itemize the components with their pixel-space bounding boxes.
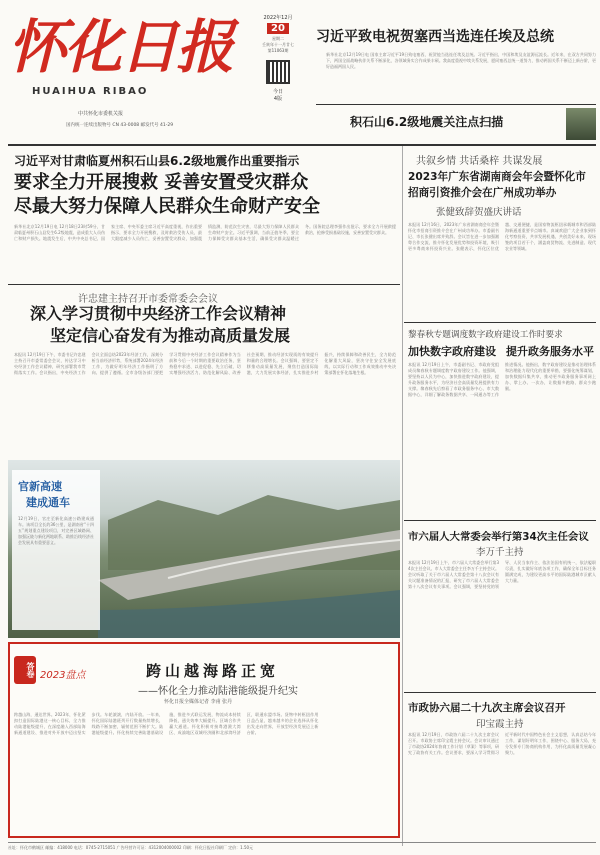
lead-kicker: 习近平对甘肃临夏州积石山县6.2级地震作出重要指示 — [14, 154, 300, 168]
issue-number: 第11063期 — [267, 48, 289, 53]
photo-caption-2: 建成通车 — [26, 496, 70, 509]
publisher: 中共怀化市委机关报 — [78, 111, 124, 117]
meeting-body: 本报讯 12月19日下午，市委书记许忠建主持召开市委常委会会议，传达学习中央经济工作会议精神，研究部署我市贯彻落实工作。会议指出，中央经济工作会议全面总结2023年经济工作，深刻分析当前经济形势，系统部署2024年经济工作，为做好明年经济工作指明了方向、提供了遵循。全市各级各部门要把学习贯彻中央经济工作会议精神作为当前和今后一个时期的重要政治任务，坚持稳中求进、以进促稳、先立后破，切实增强经济活力、防范化解风险、改善社会预期，推动经济实现质的有效提升和量的合理增长。会议强调，要坚定不移推动高质量发展，聚焦打造国际陆港，大力发展实体经济，扎实推进乡村振兴，持续保障和改善民生，全力防范化解重大风险，坚决守住安全发展底线，以实际行动和工作成效推动中央决策部署在怀化落地生根。 — [14, 352, 396, 375]
masthead-pinyin: HUAIHUA RIBAO — [32, 86, 149, 97]
photo-caption-1: 官新高速 — [18, 480, 62, 493]
feature-body: 跨越山海，通达世界。2023年，怀化紧扣打造国际陆港这一核心目标，全力推动陆港能级提升，在深度融入西部陆海新通道建设、推进对外开放中迈出坚实步伐。车轮滚滚，内陆开放。一年来，怀化国际陆港班列开行数量持续增长，线路不断加密，辐射范围不断扩大。陆港能级提升。怀化持续完善陆港基础设施，推进多式联运发展，物流成本持续降低，通关效率大幅提升。区域合作共赢大通道。怀化积极对接粤港澳大湾区、成渝地区双城经济圈和北部湾经济区，联通东盟市场。货物中转枢纽作用日益凸显，越来越多的企业选择从怀化出发走向世界，开放型经济发展迈上新台阶。 — [14, 712, 319, 735]
feature-badge: 答卷 — [14, 656, 36, 684]
feature-series: 2023盘点 — [40, 670, 86, 681]
date-meta-2: 壬寅年十一月廿七 — [262, 42, 294, 47]
contacts: 国内统一连续出版物号 CN 43-0008 邮发代号 41-29 — [66, 123, 174, 128]
feature-article — [8, 642, 400, 838]
date-day: 20 — [267, 23, 289, 34]
guangdong-headline-2: 招商引资推介会在广州成功举办 — [408, 187, 557, 199]
guangdong-kicker: 共叙乡情 共话桑梓 共谋发展 — [416, 156, 543, 167]
date-label: 2022年12月 — [263, 15, 293, 21]
feature-byline: 怀化日报全媒体记者 李甫 张丹 — [164, 699, 233, 705]
feature-headline: 跨山越海路正宽 — [146, 662, 280, 680]
digital-kicker: 黎春秋专题调度数字政府建设工作时要求 — [408, 330, 563, 340]
quake-photo — [566, 108, 596, 140]
guangdong-sub: 张健致辞贺盛庆讲话 — [436, 207, 522, 218]
highway-photo — [8, 460, 400, 638]
quake-headline: 积石山6.2级地震关注点扫描 — [350, 115, 504, 129]
edition-label: 今日 — [272, 89, 283, 95]
top-right-body: 新华社北京12月19日电 国家主席习近平19日致电塞西，祝贺他当选连任埃及总统。习近平指出，中国和埃及友谊源远流长。近年来，在双方共同努力下，两国全面战略伙伴关系不断深化，各领域务实合作成果丰硕。我高度重视中埃关系发展，愿同塞西总统一道努力，推动两国关系不断迈上新台阶，更好造福两国人民。 — [326, 52, 596, 69]
qr-code — [266, 60, 290, 84]
meeting-headline-2: 坚定信心奋发有为推动高质量发展 — [50, 326, 291, 345]
date-box — [256, 14, 300, 142]
top-right-headline: 习近平致电祝贺塞西当选连任埃及总统 — [316, 29, 554, 45]
date-meta-1: 星期二 — [272, 36, 284, 41]
meeting-headline-1: 深入学习贯彻中央经济工作会议精神 — [30, 304, 287, 323]
cppcc-body: 本报讯 12月19日，市政协六届二十九次主席会议召开。市政协主席印宝霞主持会议。会议审议通过了市政协2024年协商工作计划（草案）等事项，研究了政协有关工作。会议要求，要深入学习贯彻习近平新时代中国特色社会主义思想，认真总结今年工作，谋划好明年工作，围绕中心、服务大局，充分发挥专门协商机构作用，为怀化高质量发展凝心聚力。 — [408, 732, 596, 755]
lead-body: 新华社北京12月19日电 12月18日23时59分，甘肃临夏州积石山县发生6.2级地震，造成重大人员伤亡和财产损失。地震发生后，中共中央总书记、国家主席、中央军委主席习近平高度重视，作出重要指示，要求全力开展搜救，及时救治受伤人员，最大限度减少人员伤亡，妥善安置受灾群众，加强震情监测，防范次生灾害，尽最大努力保障人民群众生命财产安全。习近平强调，当前正值冬季，要全力保障受灾群众基本生活，确保受灾群众温暖过冬。国务院总理李强作出批示，要求全力开展救援救治，抢修受损基础设施，妥善安置受灾群众。 — [14, 224, 396, 241]
digital-body: 本报讯 12月19日上午，市委副书记、市政府党组成员黎春秋专题调度数字政府建设工作。他强调，要坚持以人民为中心，加快推进数字政府建设，提升政务服务水平，为经济社会高质量发展提供有力支撑。黎春秋先后察看了市政务服务中心、市大数据中心，详细了解政务数据共享、一网通办等工作推进情况。他指出，数字政府建设是推动治理体系和治理能力现代化的重要举措，要强化统筹谋划，加快数据归集共享，推动更多政务服务事项网上办、掌上办、一次办，让数据多跑路、群众少跑腿。 — [408, 362, 596, 397]
meeting-kicker: 许忠建主持召开市委常委会会议 — [78, 294, 218, 305]
digital-headline-right: 提升政务服务水平 — [506, 345, 594, 358]
guangdong-headline-1: 2023年广东省湖南商会年会暨怀化市 — [408, 171, 586, 183]
lead-headline-1: 要求全力开展搜救 妥善安置受灾群众 — [14, 172, 309, 193]
congress-body: 本报讯 12月19日上午，市六届人大常委会举行第34次主任会议。市人大常委会主任李万千主持会议。会议听取了关于市六届人大常委会第十八次会议有关议题准备情况的汇报，研究了市六届人大常委会第十八次会议有关事项。会议强调，要坚持党的领导、人民当家作主、依法治国有机统一，依法履职尽责，扎实做好年底各项工作，确保全年目标任务圆满完成，为建设更高水平的国际陆港城市贡献人大力量。 — [408, 560, 596, 589]
lead-headline-2: 尽最大努力保障人民群众生命财产安全 — [14, 196, 320, 217]
congress-headline: 市六届人大常委会举行第34次主任会议 — [408, 531, 589, 543]
photo-caption-box: 官新高速 建成通车 12月19日，官庄至新化高速公路建成通车。该项目全长约36公里，是湖南省“十四五”规划重点建设项目，对完善区域路网、加强沅陵与新化两地联系、助推沿线经济社会发展具有重要意义。 — [12, 470, 100, 630]
cppcc-headline: 市政协六届二十九次主席会议召开 — [408, 702, 566, 714]
footer-info: 社址：怀化市鹤城区 邮编：418000 电话：0745-2715051 广告经营许可证：4312004000002 印刷：怀化日报社印刷厂 定价：1.50元 — [8, 845, 254, 850]
congress-sub: 李万千主持 — [476, 547, 524, 558]
cppcc-sub: 印宝霞主持 — [476, 719, 524, 730]
masthead-title: 怀化日报 — [8, 13, 233, 81]
digital-headline-left: 加快数字政府建设 — [408, 345, 496, 358]
guangdong-body: 本报讯 12月16日，2023年广东省湖南商会年会暨怀化市招商引资推介会在广州成功举办。市委副书记、市长张健出席并致辞。会议旨在进一步加强湘粤合作交流，推介怀化发展优势和投资环境，吸引更多粤商来怀投资兴业。张健表示，怀化区位优越、交通便捷，是国家物流枢纽承载城市和西部陆海新通道重要节点城市。真诚欢迎广大企业家到怀化考察投资，共享发展机遇，共创美好未来。现场签约项目若干个，涵盖商贸物流、先进制造、现代农业等领域。 — [408, 222, 596, 251]
edition-pages: 4版 — [273, 96, 283, 102]
feature-subhead: ——怀化全力推动陆港能级提升纪实 — [138, 686, 298, 697]
